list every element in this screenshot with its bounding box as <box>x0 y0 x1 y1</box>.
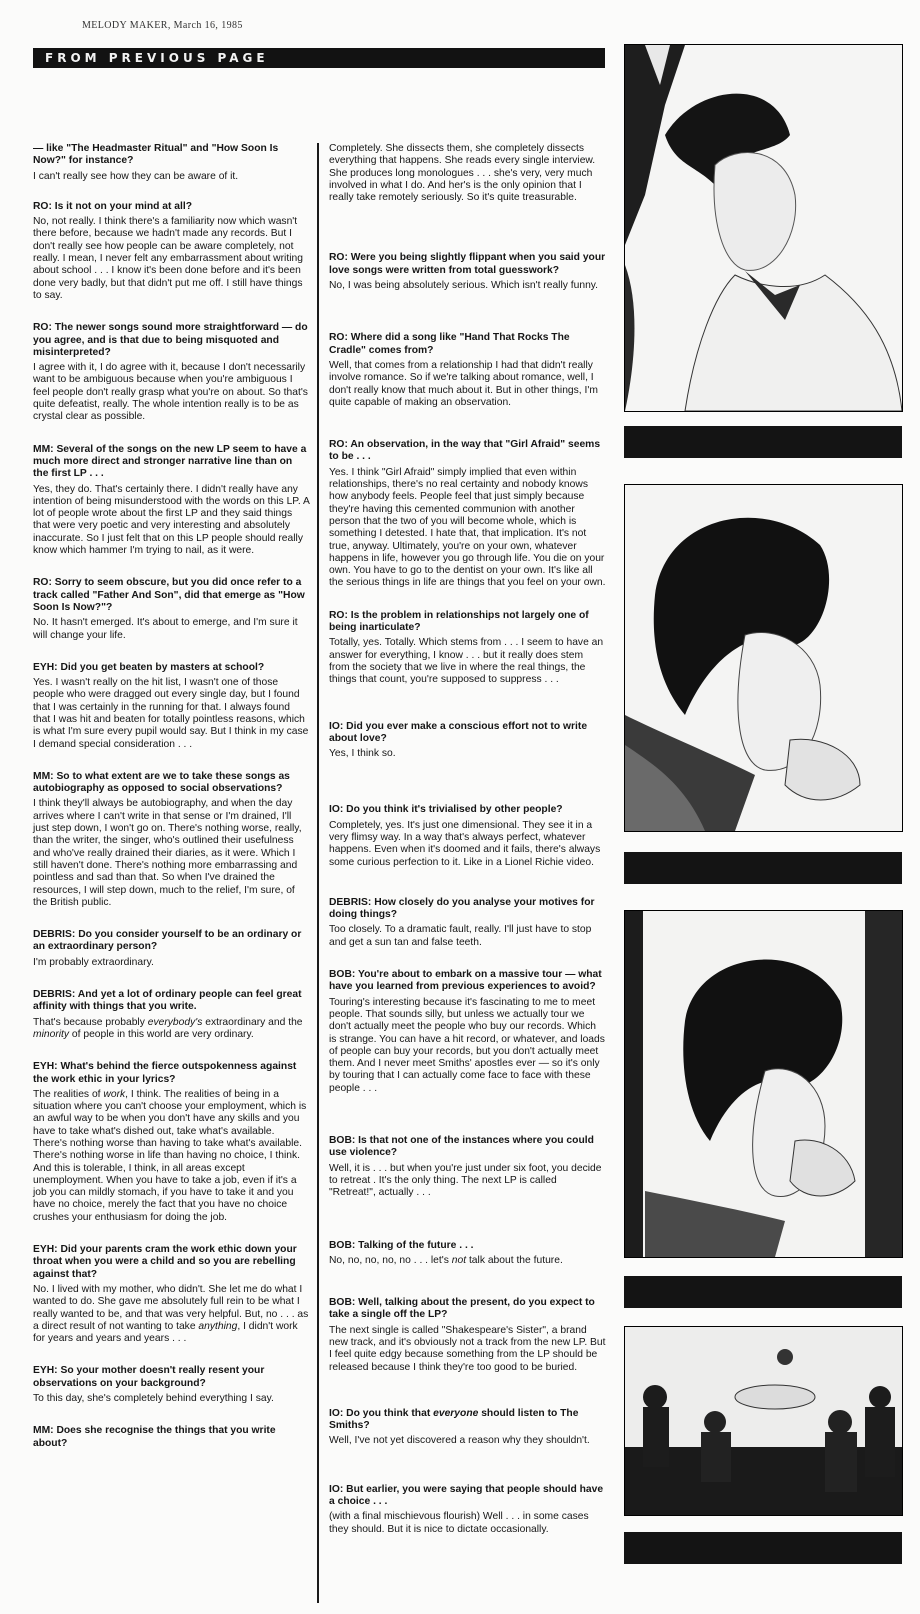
interview-question: RO: The newer songs sound more straightforward — do you agree, and is that due to being misquoted and misinterpreted? <box>33 322 308 358</box>
continued-banner: FROM PREVIOUS PAGE <box>33 48 605 68</box>
qa-block <box>329 1135 606 1199</box>
qa-block <box>329 439 606 590</box>
interview-question: BOB: Is that not one of the instances where you could use violence? <box>329 1135 594 1159</box>
photo-1 <box>624 44 903 412</box>
photo-caption-bar-4 <box>624 1532 902 1564</box>
qa-block <box>33 577 310 641</box>
article-column-1 <box>33 143 310 1453</box>
qa-block <box>33 322 310 423</box>
qa-block <box>33 771 310 909</box>
interview-answer: That's because probably everybody's extraordinary and the minority of people in this world are very ordinary. <box>33 1016 303 1040</box>
interview-answer: No, not really. I think there's a familiarity now which wasn't there before, because we hadn't made any records. But I don't really see how people can be aware completely, not really. I mean, I never felt any embarrassment about writing about school . . . I know it's been done before and it's been done very badly, but that didn't put me off. I still have things to say. <box>33 216 303 301</box>
photo-2 <box>624 484 903 832</box>
qa-block <box>329 1297 606 1374</box>
interview-question: BOB: Well, talking about the present, do you expect to take a single off the LP? <box>329 1297 595 1321</box>
photo-1-image <box>625 45 902 411</box>
interview-answer: Yes. I think "Girl Afraid" simply implied that even within relationships, there's no real certainty and nobody knows how anybody feels. People feel that just simply because they're having this cemented communion with another person that the two of you will become whole, which is something I detested. I hate that, that implication. It's not true, anyway. Ultimately, you're on your own, whatever happens in life, however you go through life. You die on your own. You have to go to the dentist on your own. It's like all the serious things in life are things that you feel on your own. <box>329 466 606 589</box>
interview-question: RO: Were you being slightly flippant when you said your love songs were written from total guesswork? <box>329 252 606 276</box>
photo-caption-bar-3 <box>624 1276 902 1308</box>
qa-block <box>329 897 606 949</box>
interview-answer: No. It hasn't emerged. It's about to emerge, and I'm sure it will change your life. <box>33 617 298 641</box>
interview-answer: The next single is called "Shakespeare's Sister", a brand new track, and it's obviously not a track from the new LP. But I feel quite edgy because something from the LP should be released because I think they're too good to be buried. <box>329 1324 606 1373</box>
qa-block <box>33 929 310 969</box>
interview-question: RO: Sorry to seem obscure, but you did once refer to a track called "Father And Son", did that emerge as "How Soon Is Now?"? <box>33 577 305 613</box>
interview-answer: Too closely. To a dramatic fault, really. I'll just have to stop and get a sun tan and false teeth. <box>329 924 592 948</box>
interview-answer: Totally, yes. Totally. Which stems from . . . I seem to have an answer for everything, I know . . . but it really does stem from the society that we live in where the real things, the things that count, you're supposed to suppress . . . <box>329 637 604 686</box>
interview-question: RO: An observation, in the way that "Girl Afraid" seems to be . . . <box>329 439 601 463</box>
interview-answer: I'm probably extraordinary. <box>33 956 154 968</box>
interview-answer: No. I lived with my mother, who didn't. She let me do what I wanted to do. She gave me absolutely full rein to be what I really wanted to be, and that was very helpful. But, no . . . as a direct result of not wanting to take anything, I didn't work for years and years and years . . . <box>33 1283 309 1345</box>
qa-block <box>329 969 606 1095</box>
interview-question: IO: Do you think it's trivialised by other people? <box>329 804 563 816</box>
interview-answer: Yes, they do. That's certainly there. I didn't really have any intention of being misunderstood with the words on this LP. A lot of people wrote about the first LP and they said things that were very poetic and very interesting and absolutely inaccurate. So I just felt that on this LP people should really know which hammer I'm trying to nail, as it were. <box>33 483 310 557</box>
qa-block <box>329 1240 606 1268</box>
interview-answer: No, I was being absolutely serious. Which isn't really funny. <box>329 280 599 292</box>
interview-question: EYH: Did your parents cram the work ethic down your throat when you were a child and so you are rebelling against that? <box>33 1244 297 1280</box>
qa-block <box>329 143 606 204</box>
interview-question: MM: Several of the songs on the new LP seem to have a much more direct and stronger narrative line than on the first LP . . . <box>33 443 307 480</box>
interview-answer: Well, I've not yet discovered a reason why they shouldn't. <box>329 1435 590 1447</box>
interview-question: RO: Where did a song like "Hand That Rocks The Cradle" comes from? <box>329 332 570 356</box>
interview-answer: Completely, yes. It's just one dimensional. They see it in a very flimsy way. In a way that's always perfect, whatever happens. Even when it's doomed and it fails, there's always some curious perfection to it. Like in a Lionel Richie video. <box>329 819 601 868</box>
qa-block <box>329 1408 606 1448</box>
interview-question: — like "The Headmaster Ritual" and "How Soon Is Now?" for instance? <box>33 143 279 167</box>
qa-block <box>33 662 310 751</box>
qa-block <box>329 332 606 409</box>
qa-block <box>329 610 606 687</box>
photo-3-image <box>625 911 902 1257</box>
interview-question: BOB: Talking of the future . . . <box>329 1239 474 1251</box>
interview-question: RO: Is it not on your mind at all? <box>33 200 193 212</box>
interview-question: IO: Did you ever make a conscious effort not to write about love? <box>329 720 588 744</box>
qa-block <box>329 721 606 761</box>
qa-block <box>33 1061 310 1224</box>
column-divider <box>317 143 319 1603</box>
qa-block <box>33 444 310 558</box>
interview-question: IO: But earlier, you were saying that people should have a choice . . . <box>329 1483 604 1508</box>
article-column-2 <box>329 143 606 1536</box>
interview-question: IO: Do you think that everyone should listen to The Smiths? <box>329 1407 579 1432</box>
interview-question: MM: So to what extent are we to take these songs as autobiography as opposed to social observations? <box>33 770 290 795</box>
interview-question: EYH: So your mother doesn't really resent your observations on your background? <box>33 1365 265 1389</box>
interview-answer: To this day, she's completely behind everything I say. <box>33 1393 274 1405</box>
interview-answer: The realities of work, I think. The realities of being in a situation where you can't choose your employment, which is an awful way to be when you don't have any skills and you have to take what's dished out, take what's available. There's nothing worse than having to take what's available. There's nothing worse in life than having no choice, I think. And this is tolerable, I think, in all areas except unemployment. When you have to take a job, even if it's a job you can mildly stomach, if you have to take it and you have no choice, merely the fact that you have no choice crushes your enthusiasm for doing the job. <box>33 1088 307 1223</box>
qa-block <box>329 252 606 292</box>
interview-answer: Yes, I think so. <box>329 748 396 760</box>
qa-block <box>33 201 310 302</box>
interview-question: RO: Is the problem in relationships not largely one of being inarticulate? <box>329 609 589 634</box>
interview-question: EYH: What's behind the fierce outspokenness against the work ethic in your lyrics? <box>33 1061 297 1085</box>
photo-2-image <box>625 485 902 831</box>
qa-block <box>33 1244 310 1345</box>
interview-answer: Touring's interesting because it's fascinating to me to meet people. That sounds silly, but unless we actually tour we don't actually meet the people who buy our records. Which is strange. You can have a hit record, or whatever, and loads of people can buy your records, but you don't actually meet them. And I never meet Smiths' apostles ever — so it's only by touring that I can actually come face to face with these people . . . <box>329 996 605 1094</box>
qa-block <box>33 1425 310 1450</box>
interview-question: DEBRIS: And yet a lot of ordinary people can feel great affinity with things that you write. <box>33 989 302 1013</box>
photo-caption-bar-1 <box>624 426 902 458</box>
interview-answer: No, no, no, no, no . . . let's not talk about the future. <box>329 1254 563 1266</box>
photo-caption-bar-2 <box>624 852 902 884</box>
interview-question: MM: Does she recognise the things that you write about? <box>33 1425 276 1449</box>
interview-answer: (with a final mischievous flourish) Well . . . in some cases they should. But it is nice to dictate occasionally. <box>329 1511 589 1535</box>
interview-answer: Yes. I wasn't really on the hit list, I wasn't one of those people who were dragged out every single day, but I found that I was certainly in the running for that. I always found that I was hit and beaten for totally pointless reasons, which is what I'm sure every pupil would say. But I think in my case I demand special consideration . . . <box>33 677 309 750</box>
interview-question: EYH: Did you get beaten by masters at school? <box>33 661 265 673</box>
interview-question: BOB: You're about to embark on a massive tour — what have you learned from previous experiences to avoid? <box>329 969 602 993</box>
interview-answer: Well, it is . . . but when you're just under six foot, you decide to retreat . It's the only thing. The next LP is called "Retreat!", actually . . . <box>329 1162 602 1199</box>
interview-question: DEBRIS: Do you consider yourself to be an ordinary or an extraordinary person? <box>33 929 302 953</box>
photo-4 <box>624 1326 903 1516</box>
photo-4-image <box>625 1327 902 1515</box>
masthead: MELODY MAKER, March 16, 1985 <box>82 20 243 31</box>
qa-block <box>33 1365 310 1405</box>
interview-question: DEBRIS: How closely do you analyse your motives for doing things? <box>329 896 595 921</box>
qa-block <box>329 1484 606 1536</box>
photo-3 <box>624 910 903 1258</box>
interview-answer: I agree with it, I do agree with it, because I don't necessarily want to be ambiguous because when you're ambiguous I feel people don't really grasp what you're on about. So that's quite defeatist, really. The whole intention really is to be as crystal clear as possible. <box>33 362 308 423</box>
interview-answer: I can't really see how they can be aware of it. <box>33 170 239 182</box>
qa-block <box>329 804 606 868</box>
qa-block <box>33 989 310 1041</box>
interview-answer: Completely. She dissects them, she completely dissects everything that happens. She reads every single interview. She produces long monologues . . . she's very, very much involved in what I do. And her's is the only opinion that I really take remotely seriously. So it's quite treasurable. <box>329 143 596 204</box>
interview-answer: Well, that comes from a relationship I had that didn't really involve romance. So if we're talking about romance, well, I don't really know that much about it. But in other things, I'm quite capable of making an observation. <box>329 359 598 408</box>
interview-answer: I think they'll always be autobiography, and when the day arrives where I can't write in that sense or I'm drained, I'll just step down, I won't go on. There's nothing worse, really, than the writer, the singer, who's outlined their usefulness and who've really drained their diaries, as it were. Which I still haven't done. There's nothing more embarrassing and pointless and sad than that. So when I've drained the resources, I will step down, much to the relief, I'm sure, of the British public. <box>33 798 302 908</box>
qa-block <box>33 143 310 183</box>
